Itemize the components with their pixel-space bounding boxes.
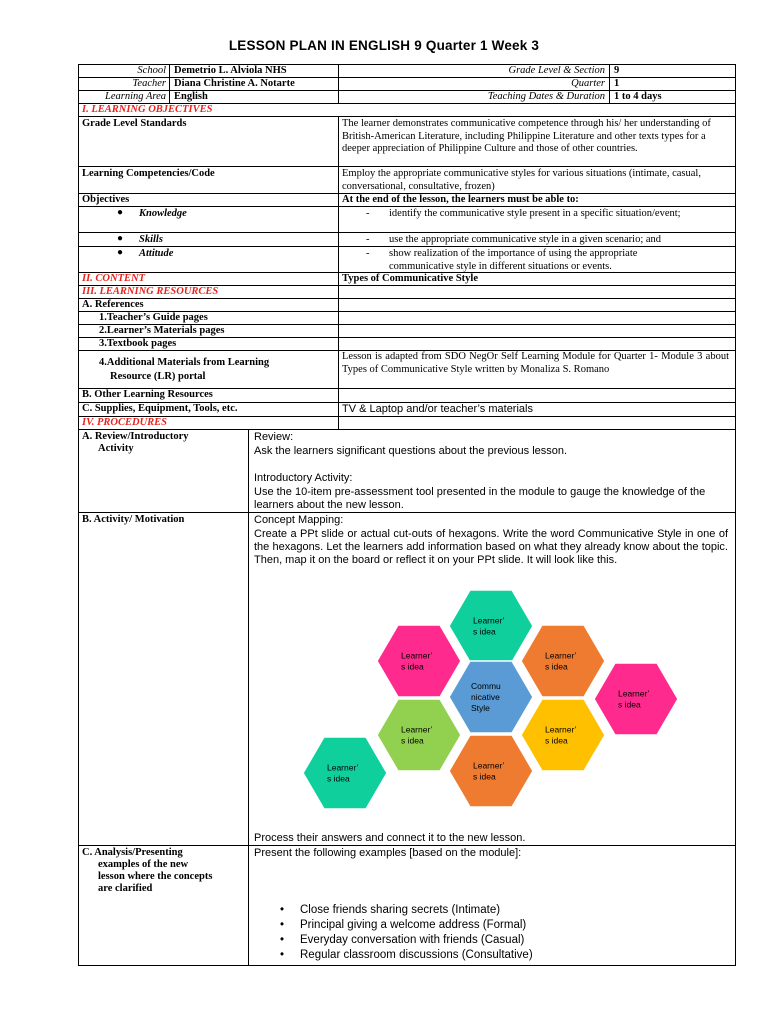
section-heading-content: II. CONTENT <box>82 273 146 284</box>
idea-hexagon-top-label: Learner’ <box>473 615 505 626</box>
school-value: Demetrio L. Alviola NHS <box>174 65 287 76</box>
quarter-label: Quarter <box>571 78 605 89</box>
objectives-label: Objectives <box>82 194 130 205</box>
idea-hexagon-far-left-label: Learner’ <box>327 762 359 773</box>
idea-hexagon-upper-right-label: s idea <box>545 661 568 672</box>
school-label: School <box>137 65 166 76</box>
section-heading-objectives: I. LEARNING OBJECTIVES <box>82 104 213 115</box>
analysis-label-1: C. Analysis/Presenting <box>82 847 183 858</box>
idea-hexagon-lower-left-label: s idea <box>401 735 424 746</box>
list-item: • Everyday conversation with friends (Casual) <box>280 933 533 948</box>
teachers-guide-label: 1.Teacher’s Guide pages <box>99 312 208 323</box>
idea-hexagon-upper-left-label: s idea <box>401 661 424 672</box>
skills-dash: - <box>366 234 370 245</box>
additional-materials-text: Lesson is adapted from SDO NegOr Self Learning Module for Quarter 1- Module 3 about Types of Communicative Style written by Monaliza S. Romano <box>342 351 729 375</box>
idea-hexagon-far-right-label: Learner’ <box>618 688 650 699</box>
idea-hexagon-far-right-label: s idea <box>618 699 641 710</box>
skills-label: Skills <box>139 234 163 245</box>
knowledge-text: identify the communicative style present in a specific situation/event; <box>389 208 681 219</box>
center-hexagon-label: nicative <box>471 692 500 702</box>
concept-text: Create a PPt slide or actual cut-outs of hexagons. Write the word Communicative Style in one of the hexagons. Let the learners add information based on what they already know about the topic. Then, map it on the board or reflect it on your PPt slide. It will look like this. <box>254 528 728 567</box>
idea-hexagon-bottom-label: s idea <box>473 771 496 782</box>
additional-materials-label-2: Resource (LR) portal <box>110 371 206 382</box>
additional-materials-label-1: 4.Additional Materials from Learning <box>99 357 270 368</box>
supplies-text: TV & Laptop and/or teacher’s materials <box>342 403 533 415</box>
teacher-label: Teacher <box>132 78 166 89</box>
intro-title: Introductory Activity: <box>254 472 353 484</box>
list-item: • Regular classroom discussions (Consultative) <box>280 948 533 963</box>
concept-title: Concept Mapping: <box>254 514 344 526</box>
objectives-intro: At the end of the lesson, the learners must be able to: <box>342 194 579 205</box>
grade-label: Grade Level & Section <box>508 65 605 76</box>
process-text: Process their answers and connect it to the new lesson. <box>254 832 526 844</box>
attitude-text: show realization of the importance of using the appropriate communicative style in different situations or events. <box>389 248 638 272</box>
learning-area-value: English <box>174 91 208 102</box>
competencies-label: Learning Competencies/Code <box>82 168 215 179</box>
idea-hexagon-top-label: s idea <box>473 626 496 637</box>
idea-hexagon-lower-right-label: Learner’ <box>545 724 577 735</box>
idea-hexagon-far-left-label: s idea <box>327 773 350 784</box>
document-title: LESSON PLAN IN ENGLISH 9 Quarter 1 Week 3 <box>228 38 540 53</box>
learning-area-label: Learning Area <box>105 91 166 102</box>
attitude-dash: - <box>366 248 370 259</box>
competencies-text: Employ the appropriate communicative styles for various situations (intimate, casual, conversational, consultative, frozen) <box>342 168 701 192</box>
idea-hexagon-bottom-label: Learner’ <box>473 760 505 771</box>
references-label: A. References <box>82 299 144 310</box>
textbook-label: 3.Textbook pages <box>99 338 177 349</box>
list-item: • Principal giving a welcome address (Formal) <box>280 918 533 933</box>
examples-list <box>280 903 533 963</box>
idea-hexagon-lower-right-label: s idea <box>545 735 568 746</box>
review-title: Review: <box>254 431 294 443</box>
quarter-value: 1 <box>614 78 620 89</box>
knowledge-dash: - <box>366 208 370 219</box>
review-text: Ask the learners significant questions about the previous lesson. <box>254 445 568 457</box>
list-item: • Close friends sharing secrets (Intimate) <box>280 903 533 918</box>
standards-label: Grade Level Standards <box>82 118 187 129</box>
section-heading-resources: III. LEARNING RESOURCES <box>82 286 219 297</box>
standards-text: The learner demonstrates communicative competence through his/ her understanding of British-American Literature, including Philippine Literature and other texts types for a deeper appreciation of Philippine Culture and those of other countries. <box>342 118 711 154</box>
content-text: Types of Communicative Style <box>342 273 479 284</box>
analysis-label-3: lesson where the concepts <box>98 871 213 882</box>
skills-text: use the appropriate communicative style in a given scenario; and <box>389 234 662 245</box>
supplies-label: C. Supplies, Equipment, Tools, etc. <box>82 403 238 414</box>
analysis-label-4: are clarified <box>98 883 153 894</box>
grade-value: 9 <box>614 65 620 76</box>
teacher-value: Diana Christine A. Notarte <box>174 78 295 89</box>
analysis-label-2: examples of the new <box>98 859 189 870</box>
intro-text: Use the 10-item pre-assessment tool presented in the module to gauge the knowledge of the learners about the new lesson. <box>254 486 706 512</box>
attitude-label: Attitude <box>139 248 174 259</box>
dates-value: 1 to 4 days <box>614 91 662 102</box>
review-label-2: Activity <box>98 443 134 454</box>
idea-hexagon-upper-right-label: Learner’ <box>545 650 577 661</box>
idea-hexagon-upper-left-label: Learner’ <box>401 650 433 661</box>
learners-materials-label: 2.Learner’s Materials pages <box>99 325 225 336</box>
knowledge-label: Knowledge <box>139 208 187 219</box>
dates-label: Teaching Dates & Duration <box>487 91 605 102</box>
knowledge-bullet-icon: ● <box>117 207 124 218</box>
review-label-1: A. Review/Introductory <box>82 431 189 442</box>
analysis-intro: Present the following examples [based on the module]: <box>254 847 522 859</box>
idea-hexagon-lower-left-label: Learner’ <box>401 724 433 735</box>
attitude-bullet-icon: ● <box>117 247 124 258</box>
center-hexagon-label: Style <box>471 703 490 713</box>
center-hexagon-label: Commu <box>471 681 501 691</box>
activity-label: B. Activity/ Motivation <box>82 514 185 525</box>
skills-bullet-icon: ● <box>117 233 124 244</box>
section-heading-procedures: IV. PROCEDURES <box>82 417 168 428</box>
other-resources-label: B. Other Learning Resources <box>82 389 213 400</box>
